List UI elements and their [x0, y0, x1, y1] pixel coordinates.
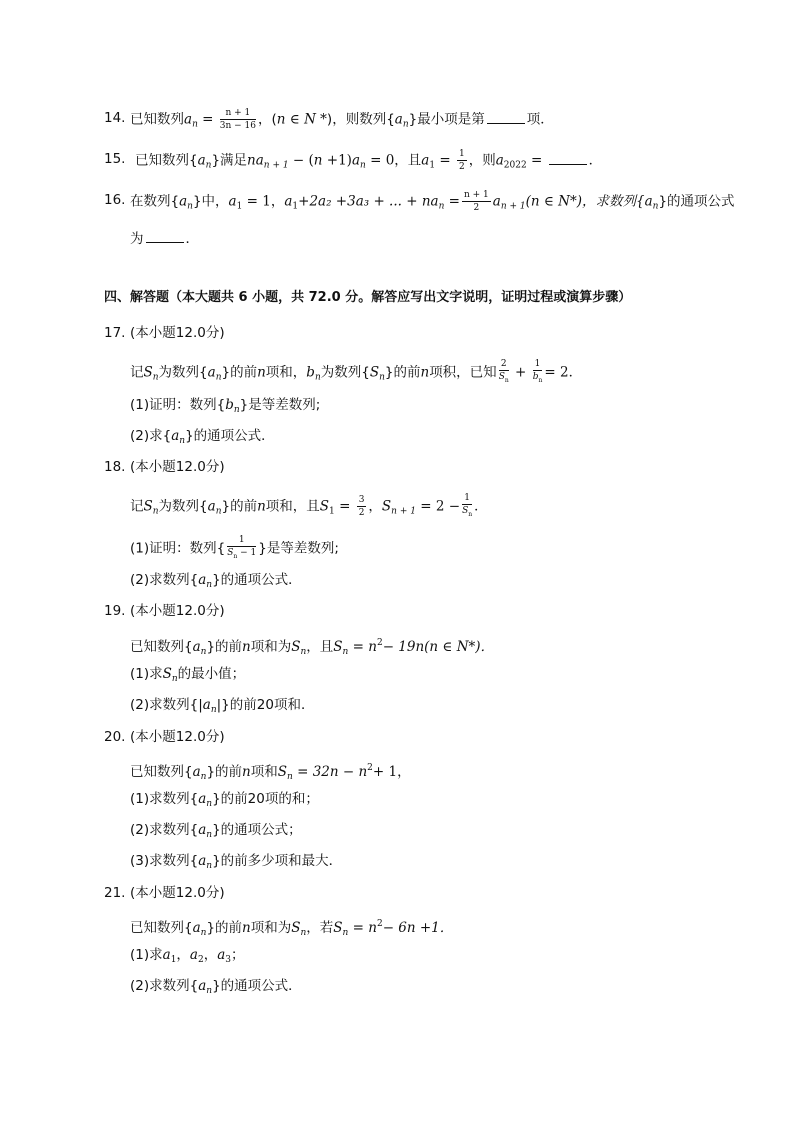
section-heading: 四、解答题（本大题共 6 小题，共 72.0 分。解答应写出文字说明，证明过程或演算步骤） — [104, 290, 632, 305]
question-number: 21. — [104, 885, 126, 901]
question-17-part-1: (1)证明：数列$\{b_n\}$是等差数列; — [130, 397, 321, 415]
question-19-stem: 已知数列$\{a_n\}$的前n项和为$S_n$，且$S_n = n^2- 19n(n$ ∈ N*)． — [130, 638, 495, 657]
question-number: 16. — [104, 192, 126, 208]
question-20-part-2: (2)求数列$\{a_n\}$的通项公式； — [130, 822, 302, 840]
question-21-part-2: (2)求数列$\{a_n\}$的通项公式． — [130, 978, 302, 996]
fraction: $\frac{n + 1}{2}$ — [463, 190, 489, 213]
question-18-stem: 记$S_n$为数列$\{a_n\}$的前n项和，且$S_1$ = $\frac{3}{2}$ ，$S_{n + 1} = 2$ − $\frac{1}{S_n}$ ． — [130, 493, 488, 518]
fraction: $\frac{n + 1}{3n - 16}$ — [219, 108, 257, 131]
question-17-part-2: (2)求$\{a_n\}$的通项公式． — [130, 428, 275, 446]
score-label: (本小题12.0分) — [130, 325, 225, 341]
score-label: (本小题12.0分) — [130, 729, 225, 745]
question-number: 19. — [104, 603, 126, 619]
question-19-part-1: (1)求$S_n$的最小值； — [130, 666, 246, 684]
fraction: $\frac{1}{b_n}$ — [532, 359, 543, 384]
answer-blank — [146, 230, 184, 243]
answer-blank — [487, 111, 525, 124]
question-number: 14. — [104, 110, 126, 126]
question-15: 已知数列$\{a_n\}$满足$na_{n + 1} - (n +1)a_n = 0$，且$a_1$ = $\frac{1}{2}$ ，则$a_{2022}$ = ． — [135, 149, 603, 172]
question-18-part-2: (2)求数列$\{a_n\}$的通项公式． — [130, 572, 302, 590]
question-20-part-3: (3)求数列$\{a_n\}$的前多少项和最大． — [130, 853, 343, 871]
score-label: (本小题12.0分) — [130, 459, 225, 475]
fraction: $\frac{1}{2}$ — [459, 149, 465, 172]
fraction: $\frac{1}{S_n - 1}$ — [227, 535, 257, 560]
question-21-stem: 已知数列$\{a_n\}$的前n项和为$S_n$，若$S_n = n^2- 6n +1$． — [130, 919, 454, 938]
question-16: 在数列$\{a_n\}$中，$a_1 = 1$，$a_1+2a_2 +3a_3$ + ... + $na_n$ = $\frac{n + 1}{2}$ $a_{n + 1}(n$ ∈ N*)，求数列$\{a_n\}$的通项公式 — [130, 190, 735, 213]
score-label: (本小题12.0分) — [130, 885, 225, 901]
question-20-part-1: (1)求数列$\{a_n\}$的前20项的和； — [130, 791, 319, 809]
question-19-part-2: (2)求数列$\{|a_n|\}$的前20项和． — [130, 697, 315, 715]
question-20-stem: 已知数列$\{a_n\}$的前n项和$S_n = 32n - n^2+ 1$， — [130, 763, 411, 782]
question-18-part-1: (1)证明：数列{ $\frac{1}{S_n - 1}$ }是等差数列; — [130, 535, 339, 560]
question-number: 18. — [104, 459, 126, 475]
score-label: (本小题12.0分) — [130, 603, 225, 619]
answer-blank — [549, 152, 587, 165]
fraction: $\frac{3}{2}$ — [358, 494, 365, 518]
question-number: 15. — [104, 151, 126, 167]
question-17-stem: 记$S_n$为数列$\{a_n\}$的前n项和，$b_n$为数列$\{S_n\}$的前n项积，已知 $\frac{2}{S_n}$ + $\frac{1}{b_n}$ = 2． — [130, 359, 583, 384]
question-16-continued: 为 ． — [130, 231, 199, 247]
fraction: $\frac{1}{S_n}$ — [462, 493, 473, 518]
question-14: 已知数列$a_n$ = $\frac{n + 1}{3n - 16}$ ，(n ∈ N *)，则数列$\{a_n\}$最小项是第 项． — [130, 108, 554, 131]
question-21-part-1: (1)求$a_1$，$a_2$，$a_3$； — [130, 947, 245, 965]
fraction: $\frac{2}{S_n}$ — [498, 359, 509, 384]
question-number: 20. — [104, 729, 126, 745]
question-number: 17. — [104, 325, 126, 341]
